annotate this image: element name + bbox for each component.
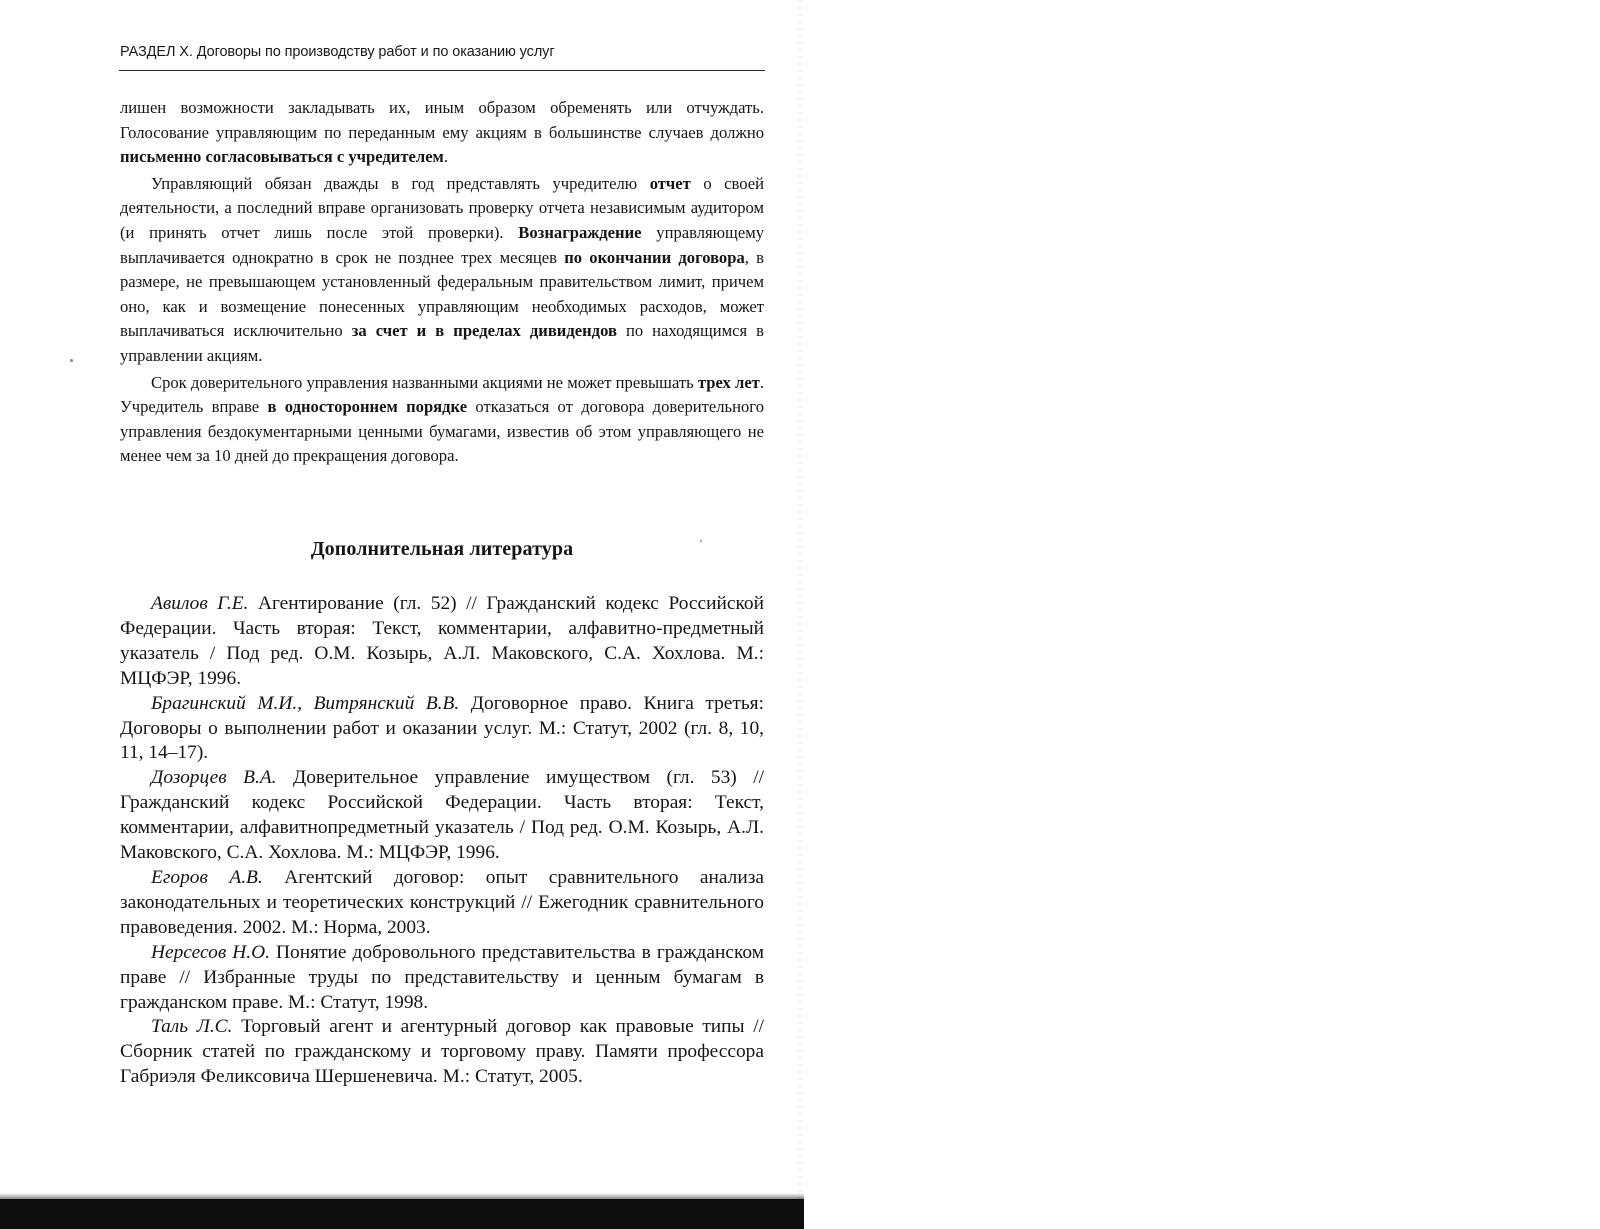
text-run: Срок доверительного управления названными акциями не может превышать: [151, 372, 698, 392]
text-run: по находящимся в управлении акциям.: [120, 321, 764, 365]
literature-item: [120, 766, 764, 866]
bold-run: за счет и в пределах дивидендов: [351, 321, 617, 341]
literature-author: Дозорцев В.А.: [151, 767, 277, 789]
text-run: .: [443, 147, 449, 167]
text-run: , в размере, не превышающем установленный федеральным правительством лимит, причем оно, как и возмещение понесенных управляющим необходимых расходов, может выплачиваться исключительно: [120, 247, 765, 341]
bold-run: в одностороннем порядке: [267, 397, 468, 417]
text-run: отказаться от договора доверительного управления бездокументарными ценными бумагами, известив об этом управляющего не менее чем за 10 дней до прекращения договора.: [120, 397, 764, 466]
scan-speck: [70, 359, 73, 362]
text-run: . Учредитель вправе: [120, 372, 764, 417]
literature-author: Таль Л.С.: [151, 1016, 233, 1038]
literature-list: [120, 592, 764, 1090]
paragraph-3: [120, 371, 764, 469]
literature-author: Брагинский М.И., Витрянский В.В.: [151, 692, 460, 714]
literature-item: [120, 1015, 764, 1090]
bold-run: по окончании договора: [564, 247, 745, 267]
literature-author: Авилов Г.Е.: [151, 593, 249, 614]
paragraph-1: [120, 96, 764, 170]
text-run: лишен возможности закладывать их, иным образом обременять или отчуждать. Голосование управляющим по переданным ему акциям в большинстве случаев должно: [120, 98, 764, 142]
literature-text: Торговый агент и агентурный договор как правовые типы // Сборник статей по гражданскому и торговому праву. Памяти профессора Габриэля Феликсовича Шершеневича. М.: Статут, 2005.: [120, 1016, 764, 1088]
section-heading: Дополнительная литература: [310, 538, 574, 560]
header-rule: [119, 70, 765, 71]
bold-run: Вознаграждение: [518, 222, 642, 242]
text-run: о своей деятельности, а последний вправе организовать проверку отчета независимым аудитором (и принять отчет лишь после этой проверки).: [120, 173, 764, 242]
literature-item: [120, 941, 764, 1016]
text-run: Управляющий обязан дважды в год представлять учредителю: [151, 173, 650, 193]
literature-author: Егоров А.В.: [151, 866, 263, 888]
scan-bottom-edge: [0, 1199, 804, 1229]
literature-text: Договорное право. Книга третья: Договоры о выполнении работ и оказании услуг. М.: Статут, 2002 (гл. 8, 10, 11, 14–17).: [120, 692, 764, 764]
literature-item: [120, 866, 764, 941]
bold-run: трех лет: [697, 372, 760, 392]
literature-text: Агентский договор: опыт сравнительного анализа законодательных и теоретических конструкций // Ежегодник сравнительного правоведения. 2002. М.: Норма, 2003.: [120, 866, 764, 938]
literature-text: Понятие добровольного представительства в гражданском праве // Избранные труды по представительству и ценным бумагам в гражданском праве. М.: Статут, 1998.: [120, 941, 764, 1013]
literature-text: Доверительное управление имуществом (гл. 53) // Гражданский кодекс Российской Федерации. Часть вторая: Текст, комментарии, алфавитнопредметный указатель / Под ред. О.М. Козырь, А.Л. Маковского, С.А. Хохлова. М.: МЦФЭР, 1996.: [120, 767, 764, 864]
bold-run: письменно согласовываться с учредителем: [120, 147, 444, 167]
paragraph-2: [120, 172, 764, 369]
literature-item: [120, 592, 764, 692]
literature-author: Нерсесов Н.О.: [151, 941, 270, 963]
scan-speck: [700, 540, 702, 542]
page-edge-shadow: [797, 0, 803, 1199]
literature-item: [120, 692, 764, 767]
body-text: [120, 96, 764, 469]
bold-run: отчет: [649, 173, 691, 193]
literature-text: Агентирование (гл. 52) // Гражданский кодекс Российской Федерации. Часть вторая: Текст, комментарии, алфавитно-предметный указатель / Под ред. О.М. Козырь, А.Л. Маковского, С.А. Хохлова. М.: МЦФЭР, 1996.: [120, 593, 764, 689]
text-run: управляющему выплачивается однократно в срок не позднее трех месяцев: [120, 222, 764, 267]
running-head: РАЗДЕЛ X. Договоры по производству работ и по оказанию услуг: [120, 44, 555, 60]
